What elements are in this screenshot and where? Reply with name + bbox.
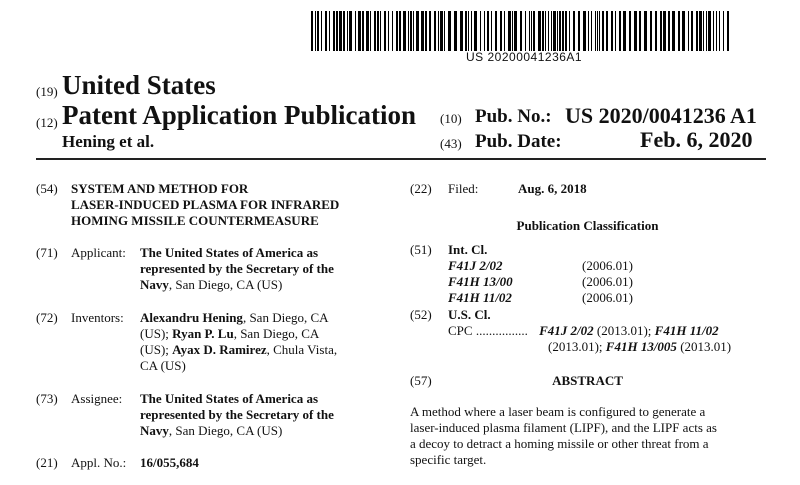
cpc-year-3: (2013.01) <box>676 339 732 354</box>
inventor-line-4: CA (US) <box>140 358 186 373</box>
abstract-line-1: A method where a laser beam is configured to generate a <box>410 404 706 419</box>
cpc-label: CPC ................ <box>448 323 528 338</box>
appl-no-label: Appl. No.: <box>71 455 127 470</box>
publication-classification-heading: Publication Classification <box>516 218 659 233</box>
assignee-label: Assignee: <box>71 391 123 406</box>
appl-no-value: 16/055,684 <box>140 455 199 470</box>
inventor-line-3 <box>140 342 337 358</box>
inventor-loc-2: , San Diego, CA <box>233 326 320 341</box>
applicant-label: Applicant: <box>71 245 126 260</box>
cpc-code-2: F41H 11/02 <box>654 323 719 338</box>
country-heading: United States <box>62 70 216 100</box>
applicant-line-3 <box>140 277 282 293</box>
inid-code-43: (43) <box>440 136 462 151</box>
cpc-year-1: (2013.01); <box>593 323 655 338</box>
inid-code-71: (71) <box>36 245 58 260</box>
title-line-1: SYSTEM AND METHOD FOR <box>71 181 249 196</box>
inventor-loc-3: , Chula Vista, <box>266 342 338 357</box>
barcode-number: US 20200041236A1 <box>466 50 583 64</box>
assignee-line-2: represented by the Secretary of the <box>140 407 334 422</box>
cpc-line-1 <box>448 323 719 339</box>
abstract-line-3: a decoy to detract a homing missile or other threat from a <box>410 436 709 451</box>
applicant-location: , San Diego, CA (US) <box>168 277 283 292</box>
int-cl-code-1: F41J 2/02 <box>448 258 503 273</box>
int-cl-label: Int. Cl. <box>448 242 488 257</box>
int-cl-code-2: F41H 13/00 <box>448 274 513 289</box>
inventor-line-1 <box>140 310 329 326</box>
inid-code-72: (72) <box>36 310 58 325</box>
barcode <box>311 9 731 53</box>
inventor-name-3: Ayax D. Ramirez <box>172 342 267 357</box>
inventors-short: Hening et al. <box>62 132 155 151</box>
inid-code-22: (22) <box>410 181 432 196</box>
inid-code-73: (73) <box>36 391 58 406</box>
applicant-line-2: represented by the Secretary of the <box>140 261 334 276</box>
inid-code-10: (10) <box>440 111 462 126</box>
title-line-3: HOMING MISSILE COUNTERMEASURE <box>71 213 319 228</box>
cpc-line-2 <box>548 339 731 355</box>
inventor-pre-2: (US); <box>140 326 173 341</box>
us-cl-label: U.S. Cl. <box>448 307 491 322</box>
assignee-line-3 <box>140 423 282 439</box>
inventor-line-2 <box>140 326 319 342</box>
filed-date: Aug. 6, 2018 <box>518 181 587 196</box>
inid-code-19: (19) <box>36 84 58 99</box>
inid-code-21: (21) <box>36 455 58 470</box>
publication-type-heading: Patent Application Publication <box>62 100 417 130</box>
header-rule <box>36 158 766 160</box>
cpc-year-2: (2013.01); <box>548 339 606 354</box>
assignee-location: , San Diego, CA (US) <box>168 423 283 438</box>
pub-date-label: Pub. Date: <box>475 131 562 152</box>
pub-date-value: Feb. 6, 2020 <box>640 127 753 152</box>
inventor-loc-1: , San Diego, CA <box>242 310 329 325</box>
int-cl-year-2: (2006.01) <box>582 274 633 289</box>
inid-code-54: (54) <box>36 181 58 196</box>
pub-no-value: US 2020/0041236 A1 <box>565 103 757 128</box>
title-line-2: LASER-INDUCED PLASMA FOR INFRARED <box>71 197 340 212</box>
pub-no-label: Pub. No.: <box>475 106 552 127</box>
int-cl-year-1: (2006.01) <box>582 258 633 273</box>
int-cl-code-3: F41H 11/02 <box>448 290 512 305</box>
applicant-line-1: The United States of America as <box>140 245 319 260</box>
applicant-navy: Navy <box>140 277 169 292</box>
inid-code-51: (51) <box>410 242 432 257</box>
cpc-code-3: F41H 13/005 <box>605 339 677 354</box>
inventor-name-1: Alexandru Hening <box>140 310 243 325</box>
assignee-line-1: The United States of America as <box>140 391 319 406</box>
cpc-code-1: F41J 2/02 <box>539 323 594 338</box>
abstract-line-2: laser-induced plasma filament (LIPF), and the LIPF acts as <box>410 420 717 435</box>
inventor-pre-3: (US); <box>140 342 173 357</box>
int-cl-year-3: (2006.01) <box>582 290 633 305</box>
filed-label: Filed: <box>448 181 479 196</box>
abstract-heading: ABSTRACT <box>552 373 623 388</box>
inventors-label: Inventors: <box>71 310 124 325</box>
assignee-navy: Navy <box>140 423 169 438</box>
inid-code-57: (57) <box>410 373 432 388</box>
inid-code-52: (52) <box>410 307 432 322</box>
inventor-name-2: Ryan P. Lu <box>172 326 234 341</box>
inid-code-12: (12) <box>36 115 58 130</box>
abstract-line-4: specific target. <box>410 452 487 467</box>
